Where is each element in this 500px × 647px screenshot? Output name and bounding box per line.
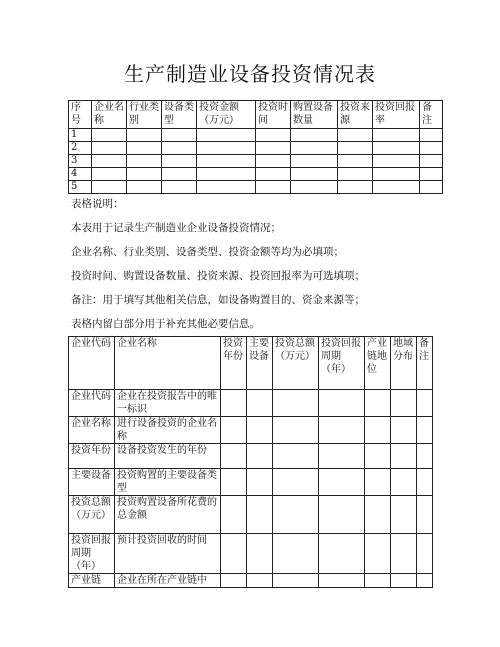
- table-cell[interactable]: [365, 417, 391, 444]
- table-cell[interactable]: [221, 417, 247, 444]
- table-cell[interactable]: [291, 142, 338, 155]
- table-cell[interactable]: [420, 129, 443, 142]
- table-cell[interactable]: [92, 155, 127, 168]
- table-cell[interactable]: [417, 496, 433, 534]
- header-cell: 投资回报率: [373, 101, 420, 129]
- table-cell[interactable]: [291, 181, 338, 194]
- header-cell: 企业名称: [115, 337, 221, 390]
- table-cell[interactable]: [256, 129, 291, 142]
- table-cell[interactable]: [291, 155, 338, 168]
- field-name: 企业代码: [69, 390, 115, 417]
- table-cell[interactable]: [417, 534, 433, 574]
- header-cell: 备注: [417, 337, 433, 390]
- header-cell: 投资金额（万元）: [197, 101, 256, 129]
- table-cell[interactable]: [247, 417, 273, 444]
- field-name: 投资年份: [69, 444, 115, 469]
- table-cell[interactable]: [365, 496, 391, 534]
- note-line: 本表用于记录生产制造业企业设备投资情况；: [71, 222, 281, 234]
- table-cell[interactable]: [338, 168, 373, 181]
- table-cell[interactable]: [273, 574, 319, 588]
- table-row: [69, 574, 433, 588]
- header-cell: 投资年份: [221, 337, 247, 390]
- table-cell[interactable]: [319, 574, 365, 588]
- table-cell[interactable]: [417, 469, 433, 496]
- table-cell[interactable]: [365, 534, 391, 574]
- table-cell[interactable]: [420, 155, 443, 168]
- table-cell[interactable]: [247, 444, 273, 469]
- header-cell: 序号: [69, 101, 92, 129]
- header-cell: 购置设备数量: [291, 101, 338, 129]
- table-cell[interactable]: [420, 142, 443, 155]
- table-cell[interactable]: [197, 168, 256, 181]
- table-cell[interactable]: [365, 444, 391, 469]
- table-cell[interactable]: [338, 181, 373, 194]
- table-cell[interactable]: [391, 574, 417, 588]
- field-name: 企业名称: [69, 417, 115, 444]
- table-cell[interactable]: [256, 155, 291, 168]
- table-cell[interactable]: [338, 129, 373, 142]
- header-cell: 行业类别: [127, 101, 162, 129]
- table-row: [69, 417, 433, 444]
- table-cell[interactable]: [273, 417, 319, 444]
- investment-table: [68, 100, 443, 194]
- table-cell[interactable]: [391, 417, 417, 444]
- header-cell: 投资回报周期（年）: [319, 337, 365, 390]
- notes-heading: 表格说明：: [71, 198, 124, 210]
- table-cell[interactable]: [319, 390, 365, 417]
- table-cell[interactable]: [273, 444, 319, 469]
- table-cell[interactable]: [417, 574, 433, 588]
- field-description: 设备投资发生的年份: [115, 444, 221, 469]
- note-line: 企业名称、行业类别、设备类型、投资金额等均为必填项；: [71, 246, 344, 258]
- table-row: [69, 181, 443, 194]
- table-cell[interactable]: [221, 469, 247, 496]
- table-cell[interactable]: [291, 168, 338, 181]
- table-row: [69, 129, 443, 142]
- table-cell[interactable]: [197, 181, 256, 194]
- table-cell[interactable]: [92, 129, 127, 142]
- table-row: [69, 390, 433, 417]
- table-cell[interactable]: [256, 142, 291, 155]
- field-description: 进行设备投资的企业名称: [115, 417, 221, 444]
- page-title: 生产制造业设备投资情况表: [124, 62, 376, 86]
- table-cell[interactable]: [291, 129, 338, 142]
- table-cell[interactable]: [162, 129, 197, 142]
- table-cell[interactable]: [162, 155, 197, 168]
- row-number: 4: [69, 168, 92, 181]
- table-cell[interactable]: [162, 168, 197, 181]
- field-description: 企业在投资报告中的唯一标识: [115, 390, 221, 417]
- table-cell[interactable]: [221, 496, 247, 534]
- field-name: 主要设备: [69, 469, 115, 496]
- table-cell[interactable]: [127, 168, 162, 181]
- table-cell[interactable]: [92, 168, 127, 181]
- table-cell[interactable]: [127, 129, 162, 142]
- field-description: 预计投资回收的时间: [115, 534, 221, 574]
- table-cell[interactable]: [319, 417, 365, 444]
- field-description: 投资购置设备所花费的总金额: [115, 496, 221, 534]
- table-cell[interactable]: [247, 496, 273, 534]
- table-row: [69, 534, 433, 574]
- table-cell[interactable]: [319, 534, 365, 574]
- table-cell[interactable]: [365, 574, 391, 588]
- table-cell[interactable]: [319, 496, 365, 534]
- header-cell: 投资时间: [256, 101, 291, 129]
- table-cell[interactable]: [319, 444, 365, 469]
- table-cell[interactable]: [420, 181, 443, 194]
- field-description: 企业在所在产业链中: [115, 574, 221, 588]
- table-row: [69, 142, 443, 155]
- row-number: 5: [69, 181, 92, 194]
- header-cell: 设备类型: [162, 101, 197, 129]
- field-definition-table: [68, 336, 433, 588]
- table-cell[interactable]: [273, 496, 319, 534]
- table-header-row: [69, 101, 443, 129]
- table-cell[interactable]: [417, 444, 433, 469]
- note-line: 备注：用于填写其他相关信息，如设备购置目的、资金来源等；: [71, 294, 365, 306]
- header-cell: 投资总额（万元）: [273, 337, 319, 390]
- table-cell[interactable]: [197, 155, 256, 168]
- table-cell[interactable]: [247, 574, 273, 588]
- table-cell[interactable]: [338, 155, 373, 168]
- table-cell[interactable]: [247, 390, 273, 417]
- table-cell[interactable]: [197, 129, 256, 142]
- header-cell: 主要设备: [247, 337, 273, 390]
- table-cell[interactable]: [365, 390, 391, 417]
- note-line: 投资时间、购置设备数量、投资来源、投资回报率为可选填项；: [71, 270, 365, 282]
- header-cell: 备注: [420, 101, 443, 129]
- table-cell[interactable]: [391, 496, 417, 534]
- table-cell[interactable]: [247, 469, 273, 496]
- table-cell[interactable]: [417, 417, 433, 444]
- table-cell[interactable]: [319, 469, 365, 496]
- table-cell[interactable]: [338, 142, 373, 155]
- note-line: 表格内留白部分用于补充其他必要信息。: [71, 318, 260, 330]
- table-row: [69, 168, 443, 181]
- table-cell[interactable]: [373, 129, 420, 142]
- table-row: [69, 496, 433, 534]
- table-cell[interactable]: [417, 390, 433, 417]
- table-cell[interactable]: [391, 444, 417, 469]
- table-cell[interactable]: [256, 168, 291, 181]
- table-cell[interactable]: [221, 444, 247, 469]
- header-cell: 企业名称: [92, 101, 127, 129]
- field-name: 投资总额（万元）: [69, 496, 115, 534]
- field-name: 投资回报周期（年）: [69, 534, 115, 574]
- table-cell[interactable]: [391, 469, 417, 496]
- header-cell: 投资来源: [338, 101, 373, 129]
- header-cell: 企业代码: [69, 337, 115, 390]
- table-cell[interactable]: [373, 181, 420, 194]
- table-cell[interactable]: [373, 142, 420, 155]
- table-cell[interactable]: [273, 534, 319, 574]
- table-cell[interactable]: [373, 168, 420, 181]
- field-description: 投资购置的主要设备类型: [115, 469, 221, 496]
- table-cell[interactable]: [391, 390, 417, 417]
- table-cell[interactable]: [373, 155, 420, 168]
- table-cell[interactable]: [197, 142, 256, 155]
- table-cell[interactable]: [221, 574, 247, 588]
- table-cell[interactable]: [92, 142, 127, 155]
- table-cell[interactable]: [162, 181, 197, 194]
- table-row: [69, 469, 433, 496]
- table-header-row: [69, 337, 433, 390]
- header-cell: 地域分布: [391, 337, 417, 390]
- header-cell: 产业链地位: [365, 337, 391, 390]
- table-cell[interactable]: [162, 142, 197, 155]
- table-cell[interactable]: [127, 181, 162, 194]
- table-cell[interactable]: [247, 534, 273, 574]
- field-name: 产业链: [69, 574, 115, 588]
- table-cell[interactable]: [273, 469, 319, 496]
- table-row: [69, 155, 443, 168]
- table-cell[interactable]: [92, 181, 127, 194]
- table-cell[interactable]: [221, 390, 247, 417]
- table-cell[interactable]: [256, 181, 291, 194]
- table-cell[interactable]: [221, 534, 247, 574]
- row-number: 1: [69, 129, 92, 142]
- table-row: [69, 444, 433, 469]
- table-cell[interactable]: [365, 469, 391, 496]
- table-cell[interactable]: [391, 534, 417, 574]
- row-number: 3: [69, 155, 92, 168]
- row-number: 2: [69, 142, 92, 155]
- table-cell[interactable]: [420, 168, 443, 181]
- table-cell[interactable]: [127, 155, 162, 168]
- table-cell[interactable]: [273, 390, 319, 417]
- table-cell[interactable]: [127, 142, 162, 155]
